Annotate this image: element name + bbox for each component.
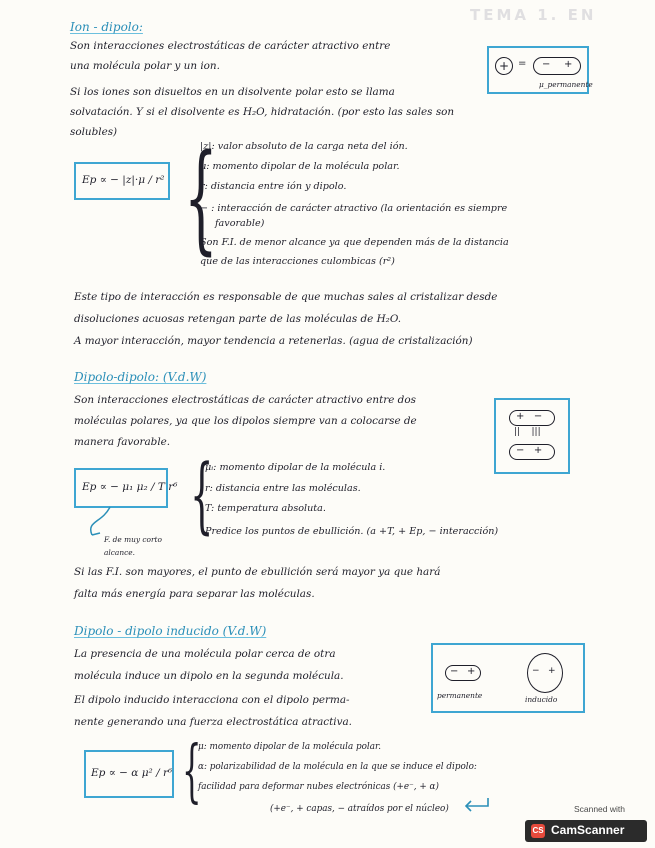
legend-ion-dipolo-2: μ: momento dipolar de la molécula polar. <box>200 161 400 172</box>
interaction-marks: || ||| <box>514 427 541 437</box>
legend-ion-dipolo-7: que de las interacciones culombicas (r²) <box>200 256 395 267</box>
legend-dipolo-inducido-3: facilidad para deformar nubes electrónicas (+e⁻, + α) <box>198 782 439 792</box>
formula-box-ion-dipolo <box>74 162 170 200</box>
equals-sign: = <box>518 58 527 69</box>
dipolo-dipolo-line-3: manera favorable. <box>74 436 171 448</box>
dipolo-dipolo-after-2: falta más energía para separar las moléculas. <box>74 588 315 600</box>
formula-box-dipolo-inducido <box>84 750 174 798</box>
ion-dipolo-line-4: solvatación. Y si el disolvente es H₂O, hidratación. (por esto las sales son <box>70 106 455 118</box>
formula-dipolo-inducido: Ep ∝ − α μ² / r⁶ <box>91 767 173 779</box>
ion-dipolo-after-2: disoluciones acuosas retengan parte de las moléculas de H₂O. <box>74 313 402 325</box>
legend-ion-dipolo-3: r: distancia entre ión y dipolo. <box>200 181 347 192</box>
pill-minus: − <box>542 59 551 70</box>
legend-dipolo-dipolo-3: T: temperatura absoluta. <box>205 503 326 514</box>
return-arrow-icon <box>462 796 494 812</box>
permanent-dipole-pill-icon <box>445 665 481 681</box>
dipolo-dipolo-line-2: moléculas polares, ya que los dipolos siempre van a colocarse de <box>74 415 417 427</box>
pill-plus: + <box>564 59 573 70</box>
dipolo-inducido-line-2: molécula induce un dipolo en la segunda molécula. <box>74 670 344 682</box>
induced-minus: − <box>532 666 540 676</box>
ion-dipolo-after-3: A mayor interacción, mayor tendencia a retenerlas. (agua de cristalización) <box>74 335 473 347</box>
induced-dipole-diagram-box <box>431 643 585 713</box>
camscanner-logo-icon: CS <box>531 824 545 838</box>
dipolo-dipolo-line-1: Son interacciones electrostáticas de carácter atractivo entre dos <box>74 394 416 406</box>
dipole-bottom-pill-icon <box>509 444 555 460</box>
dipole-bottom-charges: − + <box>516 445 543 456</box>
dipole-dipole-diagram-box <box>494 398 570 474</box>
ion-dipolo-line-1: Son interacciones electrostáticas de carácter atractivo entre <box>70 40 391 52</box>
brace-ion-dipolo: { <box>184 128 218 266</box>
heading-dipolo-inducido: Dipolo - dipolo inducido (V.d.W) <box>74 624 267 638</box>
dipolo-inducido-line-4: nente generando una fuerza electrostática atractiva. <box>74 716 352 728</box>
brace-dipolo-dipolo: { <box>190 448 214 543</box>
dipole-top-charges: + − <box>516 411 543 422</box>
legend-dipolo-dipolo-4: Predice los puntos de ebullición. (a +T, + Ep, − interacción) <box>205 526 499 537</box>
legend-ion-dipolo-4: − : interacción de carácter atractivo (la orientación es siempre <box>200 203 508 214</box>
legend-ion-dipolo-1: |z|: valor absoluto de la carga neta del ión. <box>200 141 408 152</box>
dipole-caption: μ_permanente <box>539 80 593 89</box>
legend-dipolo-inducido-4: (+e⁻, + capas, − atraídos por el núcleo) <box>270 804 449 814</box>
dipolo-inducido-line-3: El dipolo inducido interacciona con el dipolo perma- <box>74 694 350 706</box>
camscanner-watermark <box>525 802 649 846</box>
legend-dipolo-inducido-2: α: polarizabilidad de la molécula en la que se induce el dipolo: <box>198 762 477 772</box>
formula-dipolo-dipolo: Ep ∝ − μ₁ μ₂ / T r⁶ <box>82 481 178 493</box>
ion-dipolo-line-2: una molécula polar y un ion. <box>70 60 220 72</box>
legend-dipolo-inducido-1: μ: momento dipolar de la molécula polar. <box>198 742 381 752</box>
legend-dipolo-dipolo-1: μᵢ: momento dipolar de la molécula i. <box>205 462 386 473</box>
induced-molecule-icon <box>527 653 563 693</box>
legend-dipolo-dipolo-2: r: distancia entre las moléculas. <box>205 483 361 494</box>
perm-minus: − <box>450 666 459 677</box>
positive-ion-icon: + <box>495 57 513 75</box>
permanent-label: permanente <box>437 691 483 700</box>
brace-dipolo-inducido: { <box>182 732 202 811</box>
induced-label: inducido <box>525 695 558 704</box>
ion-dipolo-line-3: Si los iones son disueltos en un disolvente polar esto se llama <box>70 86 395 98</box>
faded-header-text: TEMA 1. EN <box>470 6 597 24</box>
formula-ion-dipolo: Ep ∝ − |z|·μ / r² <box>82 174 165 186</box>
short-range-note: F. de muy corto alcance. <box>104 535 162 557</box>
formula-box-dipolo-dipolo <box>74 468 178 508</box>
dipole-top-pill-icon <box>509 410 555 426</box>
dipolo-inducido-line-1: La presencia de una molécula polar cerca de otra <box>74 648 336 660</box>
dipole-pill-icon <box>533 57 581 75</box>
perm-plus: + <box>467 666 476 677</box>
ion-dipolo-line-5: solubles) <box>70 126 118 138</box>
legend-ion-dipolo-5: favorable) <box>215 218 265 229</box>
heading-ion-dipolo: Ion - dipolo: <box>70 20 143 34</box>
ion-dipolo-after-1: Este tipo de interacción es responsable de que muchas sales al cristalizar desde <box>74 291 498 303</box>
scanned-with-text: Scanned with <box>573 804 625 814</box>
heading-dipolo-dipolo: Dipolo-dipolo: (V.d.W) <box>74 370 207 384</box>
induced-plus: + <box>548 666 556 676</box>
camscanner-bar <box>525 820 647 842</box>
ion-dipole-diagram-box <box>487 46 593 94</box>
camscanner-name: CamScanner <box>551 823 625 837</box>
dipolo-dipolo-after-1: Si las F.I. son mayores, el punto de ebullición será mayor ya que hará <box>74 566 441 578</box>
legend-ion-dipolo-6: Son F.I. de menor alcance ya que dependen más de la distancia <box>200 237 509 248</box>
